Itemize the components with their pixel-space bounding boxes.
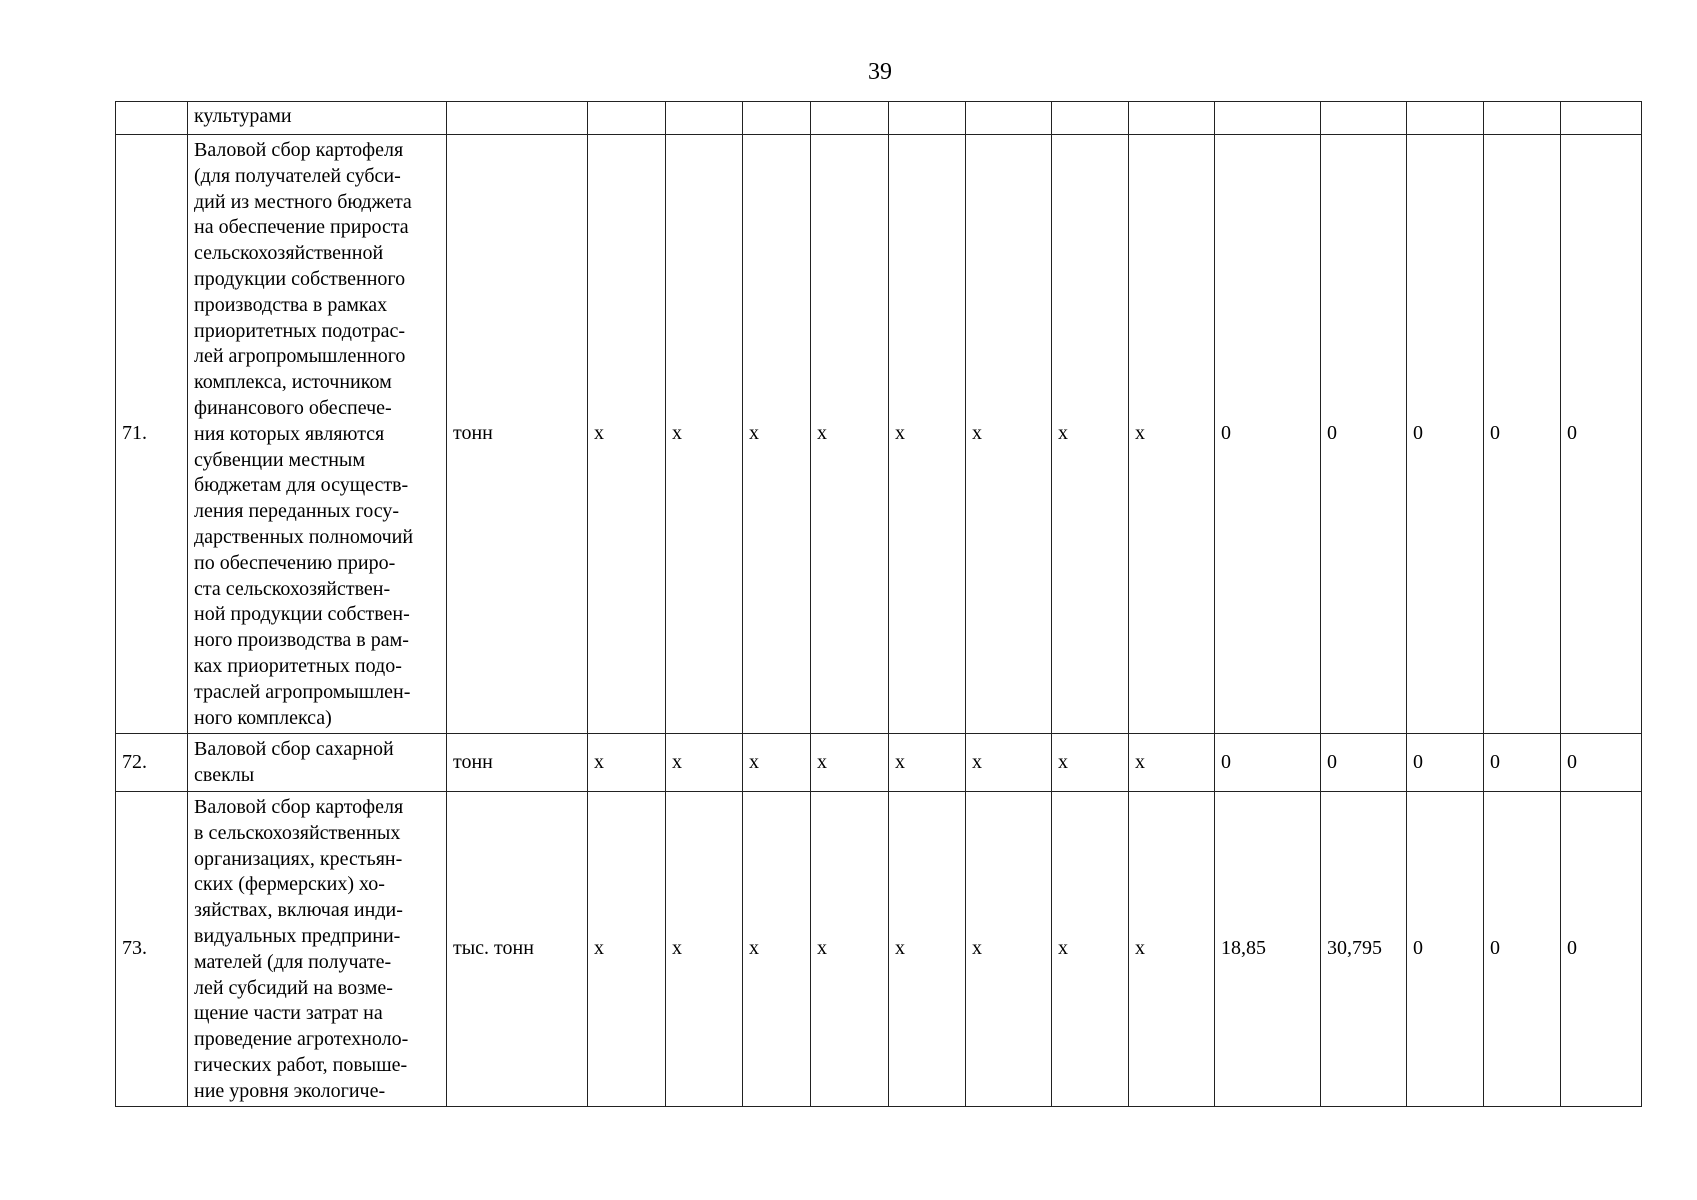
value-cell: x [811,135,889,734]
indicator-name-line: траслей агропромышлен- [194,680,411,703]
indicator-name-line: лей субсидий на возме- [194,976,393,999]
indicator-name-line: ного производства в рам- [194,629,409,652]
indicator-name-line: на обеспечение прироста [194,216,409,239]
value-cell: x [1129,734,1215,792]
value-cell: x [743,734,811,792]
table-row-continuation [116,102,1642,135]
value-cell: x [588,734,666,792]
indicator-name-line: ках приоритетных подо- [194,654,402,677]
indicator-name-line: дарственных полномочий [194,525,414,548]
value-cell: x [743,791,811,1107]
table-row [116,135,1642,734]
indicator-name-line: производства в рамках [194,293,388,316]
value-cell: x [966,734,1052,792]
value-cell: x [743,135,811,734]
value-cell: 0 [1215,734,1321,792]
indicator-name-line: продукции собственного [194,267,406,290]
value-cell: 0 [1561,734,1642,792]
unit-cell: тонн [447,734,588,792]
indicator-name-line: гических работ, повыше- [194,1053,408,1076]
value-cell: 0 [1484,135,1561,734]
indicator-name-line: финансового обеспече- [194,396,392,419]
indicator-name-line: комплекса, источником [194,371,392,394]
table-row [116,791,1642,1107]
row-number-cell: 72. [116,734,188,792]
value-cell: 0 [1215,135,1321,734]
indicator-name-line: свеклы [194,764,255,787]
indicator-name-line: в сельскохозяйственных [194,821,401,844]
indicator-name-line: субвенции местным [194,448,365,471]
indicator-name-line: бюджетам для осуществ- [194,474,409,497]
value-cell: 0 [1561,791,1642,1107]
indicator-name-line: Валовой сбор картофеля [194,139,404,161]
value-cell: 0 [1407,135,1484,734]
value-cell: x [588,135,666,734]
row-number-cell: 73. [116,791,188,1107]
value-cell: x [666,734,743,792]
unit-cell [447,102,588,135]
value-cell [889,102,966,135]
indicator-name-line: ние уровня экологиче- [194,1079,386,1102]
indicator-name-line: ских (фермерских) хо- [194,873,385,896]
value-cell: x [889,135,966,734]
page-number: 39 [868,59,892,85]
value-cell: x [889,791,966,1107]
value-cell: 0 [1561,135,1642,734]
value-cell: 0 [1484,791,1561,1107]
indicator-name-line: Валовой сбор сахарной [194,738,394,761]
value-cell: 0 [1407,791,1484,1107]
indicator-name-line: видуальных предприни- [194,924,401,947]
value-cell: 0 [1407,734,1484,792]
indicator-name-line: ной продукции собствен- [194,603,410,626]
indicator-name-line: ста сельскохозяйствен- [194,577,391,600]
value-cell [811,102,889,135]
value-cell: x [1129,791,1215,1107]
row-number-cell: 71. [116,135,188,734]
unit-cell: тыс. тонн [447,791,588,1107]
value-cell: 18,85 [1215,791,1321,1107]
value-cell [1561,102,1642,135]
value-cell [1052,102,1129,135]
value-cell: x [889,734,966,792]
value-cell: x [811,734,889,792]
indicator-name-line: проведение агротехноло- [194,1028,409,1051]
indicator-name-cell [188,734,447,792]
indicator-name-cell [188,791,447,1107]
value-cell: x [1052,135,1129,734]
value-cell [1321,102,1407,135]
indicator-name-line: приоритетных подотрас- [194,319,406,342]
value-cell [1407,102,1484,135]
indicator-name-line: ния которых являются [194,422,385,445]
indicator-name-line: (для получателей субси- [194,164,401,187]
indicator-name-line: щение части затрат на [194,1002,383,1025]
value-cell [588,102,666,135]
value-cell: x [811,791,889,1107]
value-cell: x [666,791,743,1107]
indicator-name-line: лей агропромышленного [194,345,406,368]
value-cell: 0 [1321,734,1407,792]
indicator-name-line: мателей (для получате- [194,950,392,973]
indicator-name-line: организациях, крестьян- [194,847,403,870]
value-cell [743,102,811,135]
value-cell: x [1052,734,1129,792]
indicator-name-line: Валовой сбор картофеля [194,795,404,818]
indicator-name-line: ного комплекса) [194,706,332,729]
indicator-table [115,101,1642,1107]
unit-cell: тонн [447,135,588,734]
indicator-name-line: дий из местного бюджета [194,190,412,213]
value-cell [966,102,1052,135]
value-cell [1129,102,1215,135]
value-cell: x [1052,791,1129,1107]
indicator-name-cell: культурами [188,102,447,135]
indicator-name-line: зяйствах, включая инди- [194,899,403,922]
value-cell [666,102,743,135]
indicator-name-cell [188,135,447,734]
indicator-name-line: по обеспечению приро- [194,551,396,574]
row-number-cell [116,102,188,135]
value-cell: 30,795 [1321,791,1407,1107]
value-cell: x [1129,135,1215,734]
value-cell: x [588,791,666,1107]
value-cell: x [966,791,1052,1107]
value-cell: 0 [1321,135,1407,734]
indicator-name-line: сельскохозяйственной [194,242,384,265]
indicator-name-line: ления переданных госу- [194,500,400,523]
value-cell: 0 [1484,734,1561,792]
value-cell: x [966,135,1052,734]
value-cell: x [666,135,743,734]
table-row [116,734,1642,792]
value-cell [1215,102,1321,135]
value-cell [1484,102,1561,135]
